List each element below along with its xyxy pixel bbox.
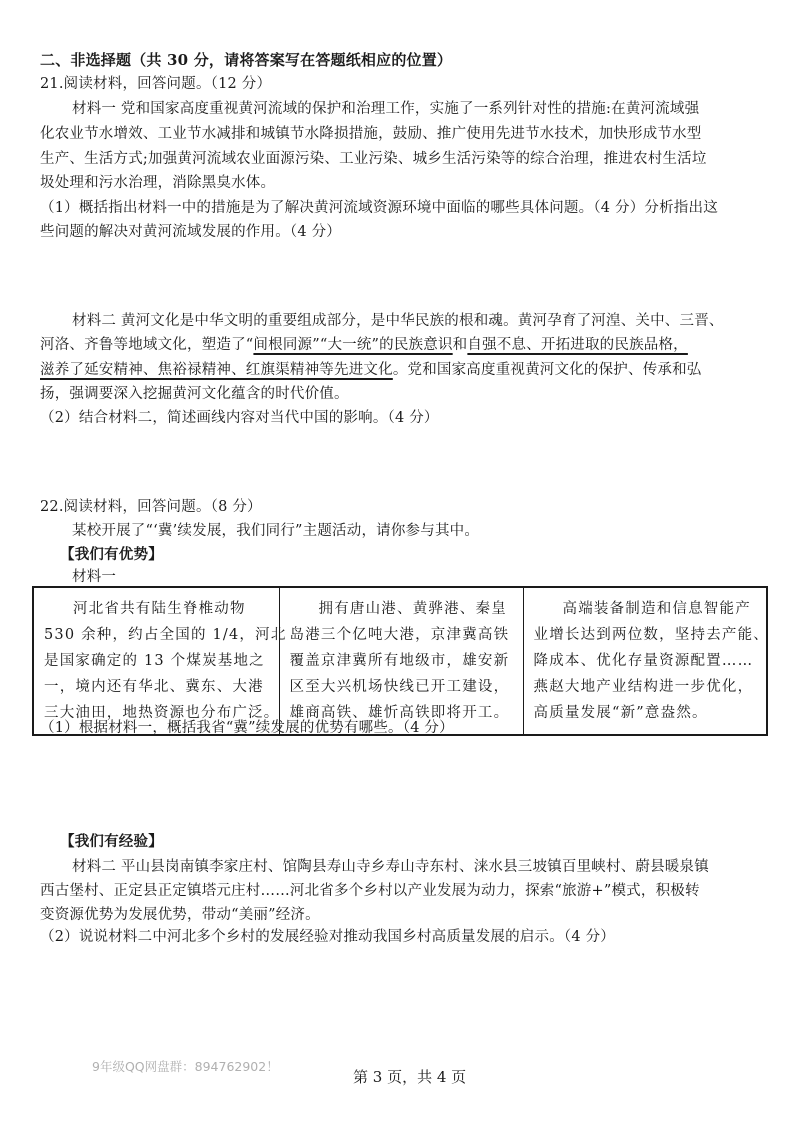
q22-material2-line2: 西古堡村、正定县正定镇塔元庄村……河北省多个乡村以产业发展为动力，探索“旅游+”模式，积极转 <box>40 883 700 899</box>
q21-material2-line3 <box>40 360 702 380</box>
q22-question2: （2）说说材料二中河北多个乡村的发展经验对推动我国乡村高质量发展的启示。（4 分） <box>40 929 616 945</box>
q22-question1: （1）根据材料一，概括我省“冀”续发展的优势有哪些。（4 分） <box>40 720 454 736</box>
q21-material1-line3: 生产、生活方式;加强黄河流域农业面源污染、工业污染、城乡生活污染等的综合治理，推进农村生活垃 <box>40 151 707 167</box>
underlined-text-3: 滋养了延安精神、焦裕禄精神、红旗渠精神等先进文化 <box>40 362 393 378</box>
q21-material2-line2-plain: 河洛、齐鲁等地域文化，塑造了“ <box>40 337 254 353</box>
cell-line: 530 余种，约占全国的 1/4，河北 <box>44 627 287 643</box>
material1-cell-industry <box>523 587 767 735</box>
section-title: 二、非选择题（共 30 分，请将答案写在答题纸相应的位置） <box>40 51 453 69</box>
q21-question1-line2: 些问题的解决对黄河流域发展的作用。（4 分） <box>40 224 341 240</box>
experience-heading: 【我们有经验】 <box>60 833 163 850</box>
q21-question1-line1: （1）概括指出材料一中的措施是为了解决黄河流域资源环境中面临的哪些具体问题。（4 分）分析指出这 <box>40 200 718 216</box>
cell-line: 一，境内还有华北、冀东、大港 <box>44 679 264 695</box>
cell-line: 业增长达到两位数，坚持去产能、 <box>533 627 769 643</box>
cell-line: 区至大兴机场快线已开工建设， <box>289 679 510 695</box>
cell-line: 高质量发展“新”意盎然。 <box>533 705 708 721</box>
q22-title: 22.阅读材料，回答问题。（8 分） <box>40 499 262 515</box>
cell-line: 覆盖京津冀所有地级市，雄安新 <box>289 653 510 669</box>
material1-table <box>32 586 768 736</box>
q21-material1-line2: 化农业节水增效、工业节水减排和城镇节水降损措施，鼓励、推广使用先进节水技术，加快形成节水型 <box>40 126 702 142</box>
cell-line: 三大油田，地热资源也分布广泛。 <box>44 705 280 721</box>
advantage-heading: 【我们有优势】 <box>60 546 163 563</box>
cell-line: 拥有唐山港、黄骅港、秦皇 <box>318 601 507 617</box>
cell-line: 是国家确定的 13 个煤炭基地之 <box>44 653 265 669</box>
watermark-text: 9年级QQ网盘群：894762902！ <box>92 1059 279 1074</box>
cell-line: 河北省共有陆生脊椎动物 <box>73 601 246 617</box>
q21-material2-line4: 扬，强调要深入挖掘黄河文化蕴含的时代价值。 <box>40 386 349 402</box>
q21-material1-line1: 材料一 党和国家高度重视黄河流域的保护和治理工作，实施了一系列针对性的措施:在黄河流域强 <box>72 101 700 117</box>
q21-material2-line2-mid: 和 <box>452 337 468 353</box>
page-number: 第 3 页，共 4 页 <box>353 1068 467 1086</box>
q21-title: 21.阅读材料，回答问题。（12 分） <box>40 76 272 92</box>
q22-intro: 某校开展了“‘冀’续发展，我们同行”主题活动，请你参与其中。 <box>72 523 480 539</box>
material1-cell-resources <box>33 587 287 735</box>
underlined-text-1: 间根同源”“大一统”的民族意识 <box>253 337 453 353</box>
q21-question2: （2）结合材料二，简述画线内容对当代中国的影响。（4 分） <box>40 410 439 426</box>
q22-material2-line1: 材料二 平山县岗南镇李家庄村、馆陶县寿山寺乡寿山寺东村、涞水县三坡镇百里峡村、蔚县暖泉镇 <box>72 859 709 875</box>
material1-cell-transport <box>279 587 523 735</box>
underlined-text-2: 自强不息、开拓进取的民族品格， <box>467 337 688 353</box>
cell-line: 降成本、优化存量资源配置…… <box>533 653 754 669</box>
q21-material2-line2 <box>40 335 688 355</box>
q22-material1-label: 材料一 <box>72 569 117 585</box>
cell-line: 雄商高铁、雄忻高铁即将开工。 <box>289 705 510 721</box>
q21-material1-line4: 圾处理和污水治理，消除黑臭水体。 <box>40 175 276 191</box>
q22-material2-line3: 变资源优势为发展优势，带动“美丽”经济。 <box>40 907 320 923</box>
cell-line: 高端装备制造和信息智能产 <box>562 601 751 617</box>
material1-table-row <box>33 587 767 735</box>
cell-line: 燕赵大地产业结构进一步优化， <box>533 679 754 695</box>
q21-material2-line3-plain: 。党和国家高度重视黄河文化的保护、传承和弘 <box>392 362 702 378</box>
q21-material2-line1: 材料二 黄河文化是中华文明的重要组成部分，是中华民族的根和魂。黄河孕育了河湟、关中、三晋、 <box>72 313 724 329</box>
cell-line: 岛港三个亿吨大港，京津冀高铁 <box>289 627 510 643</box>
